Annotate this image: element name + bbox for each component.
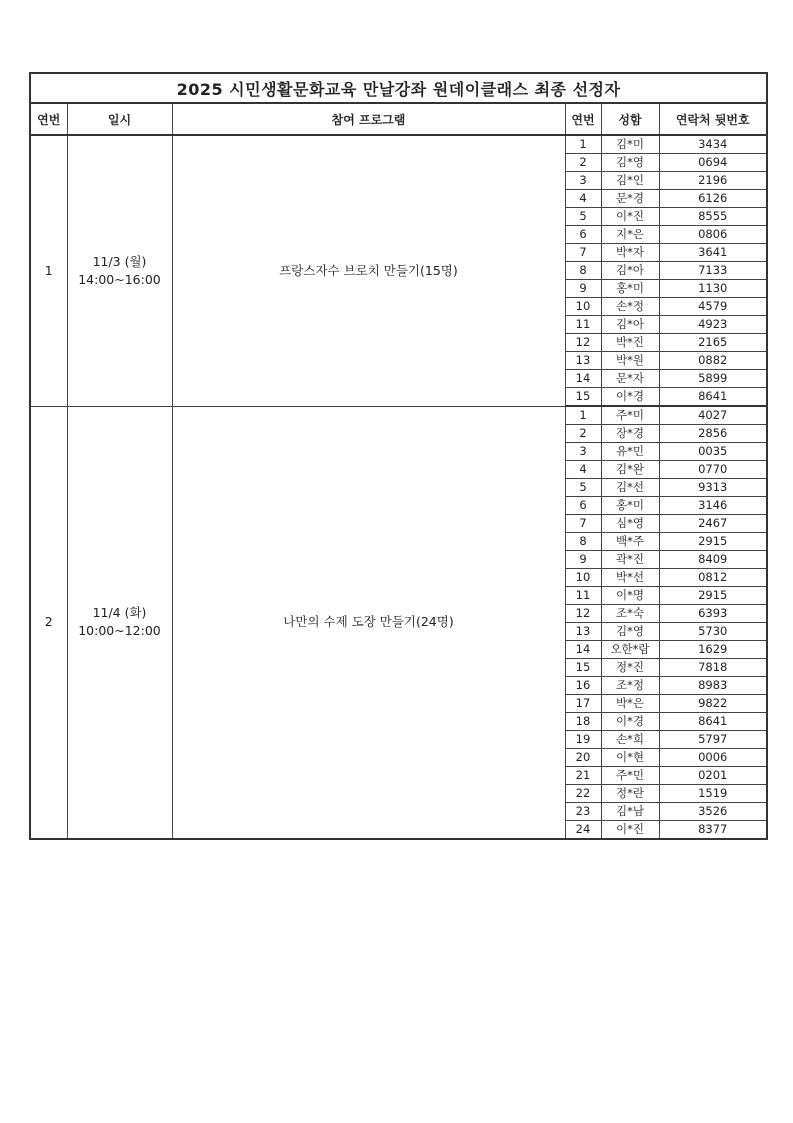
participant-name: 오한*람 [601,641,659,659]
participant-phone: 2467 [659,515,767,533]
participant-no: 2 [565,154,601,172]
participant-no: 19 [565,731,601,749]
participant-no: 11 [565,587,601,605]
participant-no: 7 [565,244,601,262]
group-seq: 1 [30,135,67,406]
participant-no: 13 [565,352,601,370]
group-seq: 2 [30,406,67,839]
header-program: 참여 프로그램 [172,103,565,135]
participant-no: 10 [565,569,601,587]
participant-name: 박*선 [601,569,659,587]
participant-no: 12 [565,334,601,352]
participant-name: 주*민 [601,767,659,785]
participant-phone: 8641 [659,713,767,731]
group-program: 나만의 수제 도장 만들기(24명) [172,406,565,839]
header-name: 성함 [601,103,659,135]
participant-name: 장*경 [601,425,659,443]
participant-name: 이*현 [601,749,659,767]
participant-name: 백*주 [601,533,659,551]
participant-name: 조*숙 [601,605,659,623]
participant-no: 1 [565,406,601,425]
selection-table [29,72,768,840]
participant-phone: 3434 [659,135,767,154]
participant-phone: 9822 [659,695,767,713]
participant-phone: 0882 [659,352,767,370]
participant-phone: 0770 [659,461,767,479]
participant-phone: 2915 [659,587,767,605]
group-program: 프랑스자수 브로치 만들기(15명) [172,135,565,406]
participant-phone: 3526 [659,803,767,821]
participant-no: 16 [565,677,601,695]
participant-name: 심*영 [601,515,659,533]
participant-name: 김*미 [601,135,659,154]
participant-phone: 5730 [659,623,767,641]
participant-phone: 0694 [659,154,767,172]
participant-name: 김*인 [601,172,659,190]
participant-name: 김*완 [601,461,659,479]
participant-no: 2 [565,425,601,443]
participant-no: 4 [565,461,601,479]
participant-no: 22 [565,785,601,803]
header-seq: 연번 [30,103,67,135]
participant-name: 이*진 [601,208,659,226]
participant-name: 박*자 [601,244,659,262]
group-date-time: 14:00~16:00 [78,271,161,287]
participant-phone: 0812 [659,569,767,587]
participant-name: 박*진 [601,334,659,352]
participant-no: 21 [565,767,601,785]
participant-name: 정*란 [601,785,659,803]
participant-name: 이*경 [601,713,659,731]
participant-no: 7 [565,515,601,533]
header-phone: 연락처 뒷번호 [659,103,767,135]
participant-no: 6 [565,497,601,515]
group-date [67,406,172,839]
table-body [30,135,767,839]
participant-phone: 3641 [659,244,767,262]
group-date [67,135,172,406]
group-date-time: 10:00~12:00 [78,623,161,639]
participant-phone: 5899 [659,370,767,388]
participant-name: 박*원 [601,352,659,370]
participant-no: 12 [565,605,601,623]
participant-name: 홍*미 [601,497,659,515]
participant-name: 김*남 [601,803,659,821]
participant-no: 15 [565,659,601,677]
participant-no: 9 [565,551,601,569]
table-row [30,135,767,154]
participant-phone: 8377 [659,821,767,840]
participant-phone: 0035 [659,443,767,461]
participant-name: 이*진 [601,821,659,840]
participant-name: 김*아 [601,262,659,280]
participant-phone: 2915 [659,533,767,551]
participant-name: 유*민 [601,443,659,461]
participant-no: 20 [565,749,601,767]
participant-no: 4 [565,190,601,208]
document-title: 2025 시민생활문화교육 만날강좌 원데이클래스 최종 선정자 [30,73,767,103]
participant-phone: 2196 [659,172,767,190]
participant-no: 3 [565,172,601,190]
table-row [30,406,767,425]
participant-no: 9 [565,280,601,298]
participant-name: 주*미 [601,406,659,425]
participant-name: 김*아 [601,316,659,334]
participant-phone: 8983 [659,677,767,695]
participant-phone: 7818 [659,659,767,677]
participant-phone: 1629 [659,641,767,659]
group-date-day: 11/3 (월) [92,253,147,269]
participant-no: 5 [565,479,601,497]
participant-no: 6 [565,226,601,244]
participant-phone: 5797 [659,731,767,749]
participant-phone: 2165 [659,334,767,352]
participant-no: 11 [565,316,601,334]
participant-name: 손*희 [601,731,659,749]
participant-phone: 1519 [659,785,767,803]
participant-phone: 4027 [659,406,767,425]
participant-no: 13 [565,623,601,641]
participant-name: 정*진 [601,659,659,677]
participant-name: 김*선 [601,479,659,497]
participant-name: 박*은 [601,695,659,713]
participant-phone: 9313 [659,479,767,497]
participant-phone: 1130 [659,280,767,298]
participant-no: 15 [565,388,601,407]
participant-no: 17 [565,695,601,713]
participant-name: 문*자 [601,370,659,388]
participant-phone: 8409 [659,551,767,569]
participant-name: 이*경 [601,388,659,407]
participant-no: 8 [565,262,601,280]
participant-name: 문*경 [601,190,659,208]
participant-phone: 4923 [659,316,767,334]
participant-no: 10 [565,298,601,316]
participant-name: 곽*진 [601,551,659,569]
participant-name: 손*정 [601,298,659,316]
participant-phone: 0806 [659,226,767,244]
participant-phone: 4579 [659,298,767,316]
participant-phone: 6126 [659,190,767,208]
group-date-day: 11/4 (화) [92,605,147,621]
participant-no: 23 [565,803,601,821]
participant-no: 14 [565,641,601,659]
header-sub-seq: 연번 [565,103,601,135]
participant-no: 5 [565,208,601,226]
participant-name: 지*은 [601,226,659,244]
participant-name: 조*정 [601,677,659,695]
participant-name: 이*명 [601,587,659,605]
participant-phone: 0201 [659,767,767,785]
participant-no: 3 [565,443,601,461]
participant-name: 김*영 [601,154,659,172]
participant-phone: 7133 [659,262,767,280]
participant-phone: 2856 [659,425,767,443]
participant-no: 14 [565,370,601,388]
participant-phone: 0006 [659,749,767,767]
participant-phone: 8555 [659,208,767,226]
participant-phone: 8641 [659,388,767,407]
participant-phone: 6393 [659,605,767,623]
participant-no: 8 [565,533,601,551]
participant-name: 김*영 [601,623,659,641]
participant-name: 홍*미 [601,280,659,298]
participant-no: 24 [565,821,601,840]
participant-no: 18 [565,713,601,731]
participant-no: 1 [565,135,601,154]
header-date: 일시 [67,103,172,135]
participant-phone: 3146 [659,497,767,515]
